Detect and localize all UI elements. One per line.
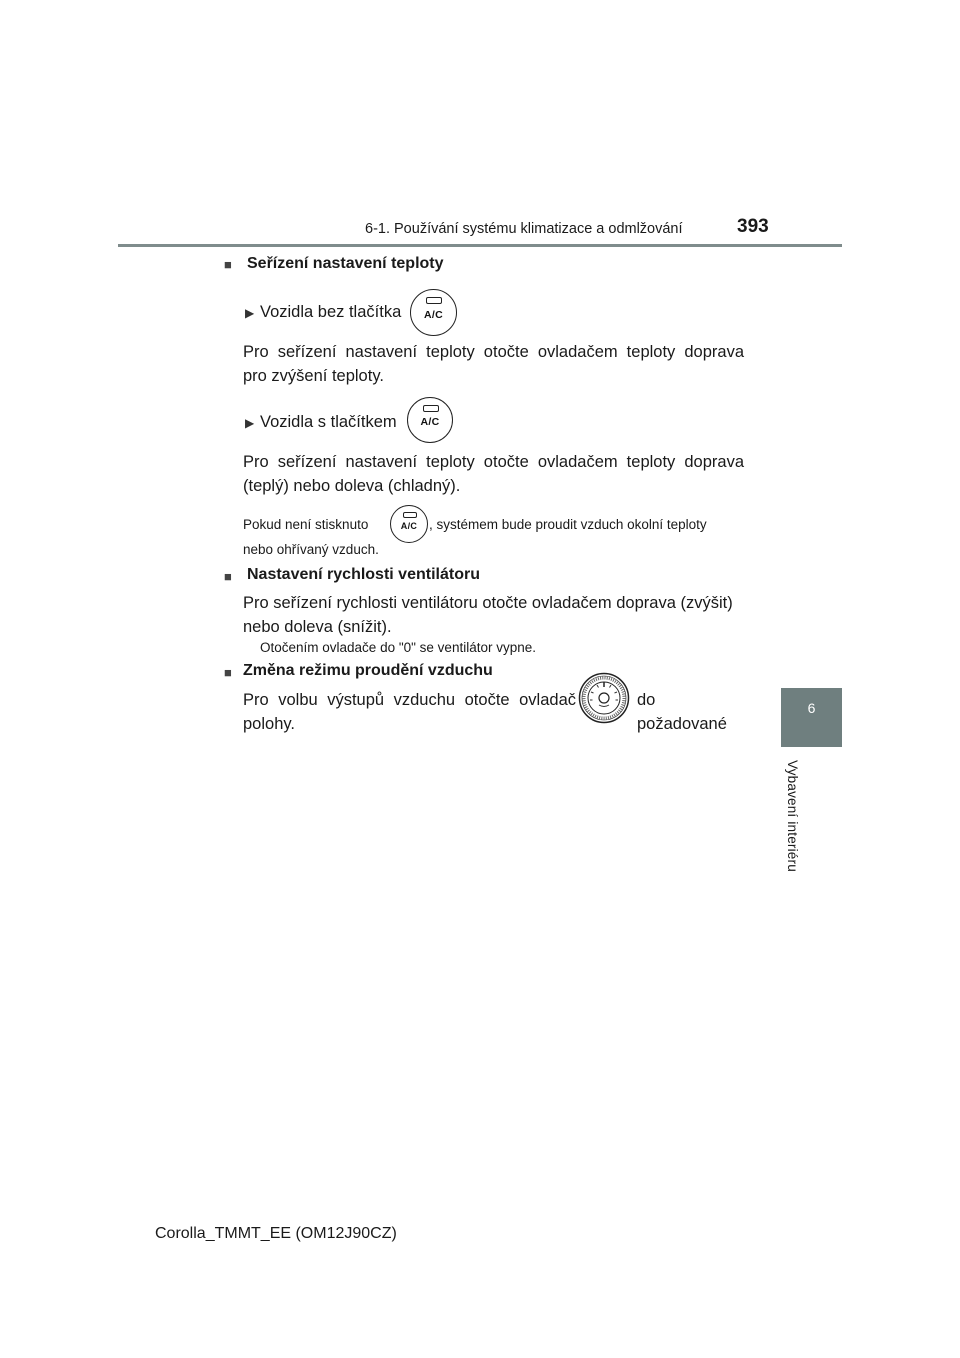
fan-text-line1: Pro seřízení rychlosti ventilátoru otočte ovladačem doprava (zvýšit) bbox=[243, 594, 733, 612]
temperature-heading: Seřízení nastavení teploty bbox=[247, 255, 444, 272]
triangle-bullet-icon: ▶ bbox=[245, 306, 255, 320]
fan-text-line2: nebo doleva (snížit). bbox=[243, 618, 392, 636]
ac-button-icon: A/C bbox=[390, 505, 428, 543]
airflow-text-after: do požadované bbox=[637, 691, 727, 733]
airflow-text-before: Pro volbu výstupů vzduchu otočte ovladač bbox=[243, 691, 576, 709]
square-bullet-icon: ■ bbox=[224, 569, 232, 584]
without-ac-text-line2: pro zvýšení teploty. bbox=[243, 367, 384, 385]
without-ac-label: Vozidla bez tlačítka bbox=[260, 303, 402, 321]
airflow-heading: Změna režimu proudění vzduchu bbox=[243, 662, 493, 679]
header-divider bbox=[118, 244, 842, 247]
airflow-text-line2: polohy. bbox=[243, 715, 295, 733]
with-ac-label: Vozidla s tlačítkem bbox=[260, 413, 397, 431]
without-ac-text-line1: Pro seřízení nastavení teploty otočte ovladačem teploty doprava bbox=[243, 343, 744, 361]
note-line2: nebo ohřívaný vzduch. bbox=[243, 542, 379, 557]
with-ac-text-line1: Pro seřízení nastavení teploty otočte ovladačem teploty doprava bbox=[243, 453, 744, 471]
with-ac-text-line2: (teplý) nebo doleva (chladný). bbox=[243, 477, 461, 495]
fan-heading: Nastavení rychlosti ventilátoru bbox=[247, 566, 480, 583]
triangle-bullet-icon: ▶ bbox=[245, 416, 255, 430]
document-id: Corolla_TMMT_EE (OM12J90CZ) bbox=[155, 1225, 397, 1242]
chapter-tab bbox=[781, 688, 842, 747]
chapter-number: 6 bbox=[807, 700, 816, 716]
note-after: , systémem bude proudit vzduch okolní teploty bbox=[429, 517, 707, 532]
airflow-dial-icon bbox=[578, 672, 630, 724]
fan-note: Otočením ovladače do "0" se ventilátor vypne. bbox=[260, 640, 536, 655]
page-number: 393 bbox=[737, 216, 769, 237]
square-bullet-icon: ■ bbox=[224, 665, 232, 680]
chapter-label: Vybavení interiéru bbox=[785, 760, 800, 872]
ac-button-icon: A/C bbox=[407, 397, 453, 443]
note-before: Pokud není stisknuto bbox=[243, 517, 369, 532]
section-title: 6-1. Používání systému klimatizace a odmlžování bbox=[365, 221, 683, 237]
square-bullet-icon: ■ bbox=[224, 257, 232, 272]
ac-button-icon: A/C bbox=[410, 289, 457, 336]
